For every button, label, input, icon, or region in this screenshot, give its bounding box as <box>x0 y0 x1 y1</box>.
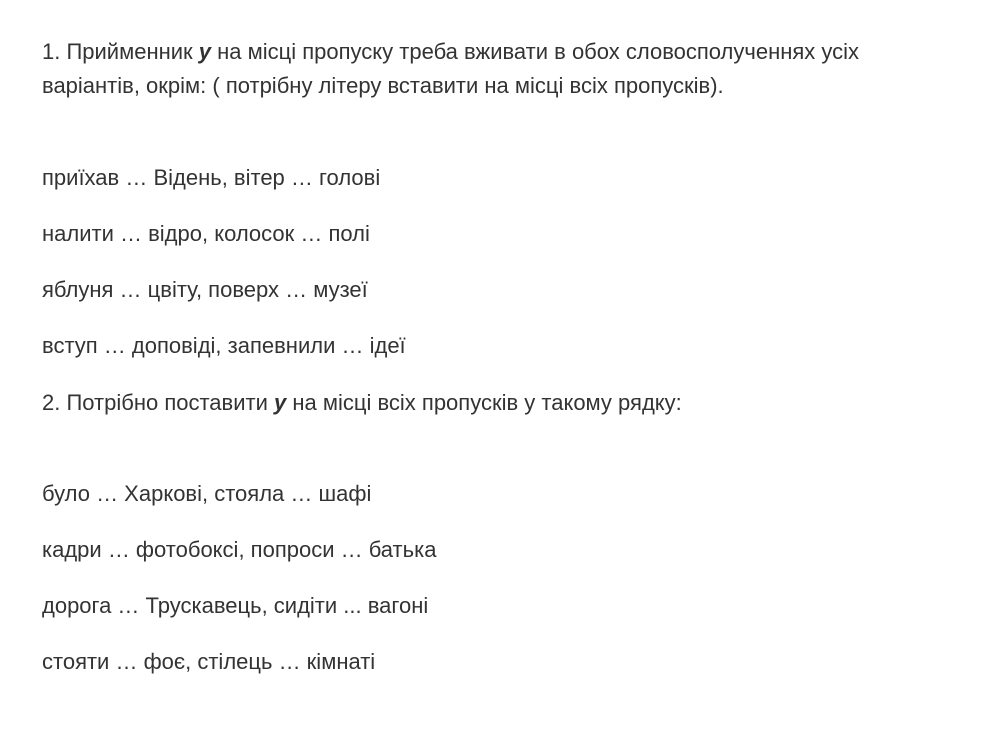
question-1-option-4: вступ … доповіді, запевнили … ідеї <box>42 333 406 358</box>
question-2-option-2: кадри … фотобоксі, попроси … батька <box>42 537 437 562</box>
question-2-option-4: стояти … фоє, стілець … кімнаті <box>42 649 376 674</box>
question-1-suffix: на місці пропуску треба вживати в обох словосполученнях усіх <box>211 39 860 64</box>
question-1-option-1: приїхав … Відень, вітер … голові <box>42 165 381 190</box>
question-1-emphasis: у <box>198 39 212 64</box>
question-2-text <box>42 388 682 418</box>
question-2-prefix: 2. Потрібно поставити <box>42 390 274 415</box>
question-1-option-3: яблуня … цвіту, поверх … музеї <box>42 277 368 302</box>
question-1-prefix: 1. Прийменник <box>42 39 199 64</box>
question-2-option-3: дорога … Трускавець, сидіти ... вагоні <box>42 593 429 618</box>
question-1-option-2: налити … відро, колосок … полі <box>42 221 370 246</box>
question-1-text <box>42 37 859 67</box>
question-1-text-line-2: варіантів, окрім: ( потрібну літеру вставити на місці всіх пропусків). <box>42 73 724 98</box>
question-2-option-1: було … Харкові, стояла … шафі <box>42 481 372 506</box>
question-2-emphasis: у <box>274 390 287 415</box>
question-2-suffix: на місці всіх пропусків у такому рядку: <box>286 390 682 415</box>
